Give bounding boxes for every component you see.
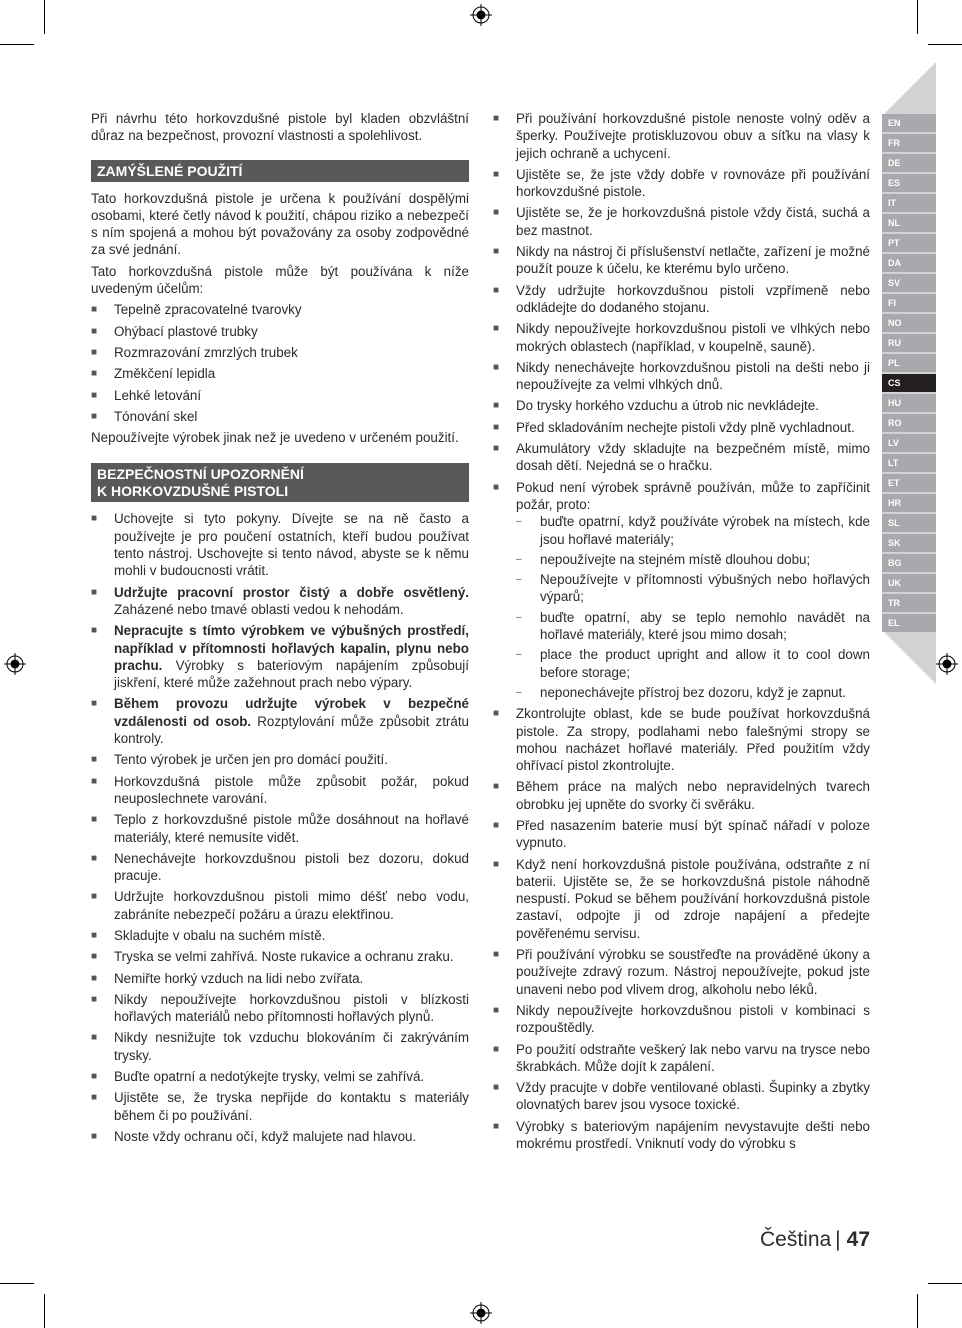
language-tab-el[interactable]: EL [882, 614, 936, 632]
crop-mark [917, 1294, 918, 1328]
right-column [493, 110, 870, 1156]
language-tab-sv[interactable]: SV [882, 274, 936, 292]
language-tab-pl[interactable]: PL [882, 354, 936, 372]
language-tab-bg[interactable]: BG [882, 554, 936, 572]
list-item: ■ Během provozu udržujte výrobek v bezpečné vzdálenosti od osob. Rozptylování může způsobit ztrátu kontroly. [91, 695, 469, 747]
language-tab-cs[interactable]: CS [882, 374, 936, 392]
language-tab-ru[interactable]: RU [882, 334, 936, 352]
crop-mark [928, 1283, 962, 1284]
registration-mark-icon [936, 653, 958, 675]
intended-use-paragraph: Tato horkovzdušná pistole může být používána k níže uvedeným účelům: [91, 263, 469, 297]
page-number: 47 [846, 1228, 870, 1251]
language-tab-lt[interactable]: LT [882, 454, 936, 472]
list-item: ■ Tento výrobek je určen jen pro domácí použití. [91, 751, 469, 768]
list-item: ■ Nikdy nenechávejte horkovzdušnou pistoli na dešti nebo ji nepoužívejte za velmi vlhkých dnů. [493, 359, 870, 394]
list-item: ■ Výrobky s bateriovým napájením nevystavujte dešti nebo mokrému prostředí. Vniknutí vody do výrobku s [493, 1118, 870, 1153]
uses-list [91, 301, 469, 425]
language-tab-hu[interactable]: HU [882, 394, 936, 412]
list-item: ■ Ujistěte se, že tryska nepřijde do kontaktu s materiály během či po používání. [91, 1089, 469, 1124]
list-item: ■ Akumulátory vždy skladujte na bezpečném místě, mimo dosah dětí. Nejedná se o hračku. [493, 440, 870, 475]
sub-list-item: – buďte opatrní, když používáte výrobek na místech, kde jsou hořlavé materiály; [516, 513, 870, 548]
list-item: ■ Vždy udržujte horkovzdušnou pistoli vzpřímeně nebo odkládejte do dodaného stojanu. [493, 282, 870, 317]
language-tab-fi[interactable]: FI [882, 294, 936, 312]
footer-separator: | [835, 1228, 841, 1251]
sub-list-item: – place the product upright and allow it to cool down before storage; [516, 646, 870, 681]
list-item: ■ Lehké letování [91, 387, 469, 404]
language-tab-hr[interactable]: HR [882, 494, 936, 512]
list-item: ■ Udržujte pracovní prostor čistý a dobře osvětlený. Zaházené nebo tmavé oblasti vedou k nehodám. [91, 584, 469, 619]
section-heading-intended-use: ZAMÝŠLENÉ POUŽITÍ [91, 160, 469, 182]
list-item: ■ Udržujte horkovzdušnou pistoli mimo déšť nebo vodu, zabráníte nebezpečí požáru a úrazu elektřinou. [91, 888, 469, 923]
registration-mark-icon [4, 653, 26, 675]
language-tab-da[interactable]: DA [882, 254, 936, 272]
crop-mark [917, 0, 918, 34]
list-item: ■ Nikdy nepoužívejte horkovzdušnou pistoli v kombinaci s rozpouštědly. [493, 1002, 870, 1037]
list-item: ■ Nepracujte s tímto výrobkem ve výbušných prostředí, například v přítomnosti hořlavých kapalin, plynu nebo prachu. Výrobky s bateriovým napájením způsobují jiskření, které může zažehnout prach nebo výpary. [91, 622, 469, 691]
list-item: ■ Tryska se velmi zahřívá. Noste rukavice a ochranu zraku. [91, 948, 469, 965]
list-item: ■ Teplo z horkovzdušné pistole může dosáhnout na hořlavé materiály, které nemusíte vidět. [91, 811, 469, 846]
list-item: ■ Nemiřte horký vzduch na lidi nebo zvířata. [91, 970, 469, 987]
list-item: ■ Nikdy nesnižujte tok vzduchu blokováním či zakrýváním trysky. [91, 1029, 469, 1064]
list-item: ■ Nikdy nepoužívejte horkovzdušnou pistoli ve vlhkých nebo mokrých oblastech (například, v koupelně, sauně). [493, 320, 870, 355]
list-item: ■ Ujistěte se, že je horkovzdušná pistole vždy čistá, suchá a bez mastnot. [493, 204, 870, 239]
list-item: ■ Změkčení lepidla [91, 365, 469, 382]
crop-mark [44, 1294, 45, 1328]
crop-mark [44, 0, 45, 34]
sub-list-item: – neponechávejte přístroj bez dozoru, když je zapnut. [516, 684, 870, 701]
list-item: ■ Po použití odstraňte veškerý lak nebo varvu na trysce nebo škrabkách. Může dojít k zapálení. [493, 1041, 870, 1076]
list-item: ■ Ohýbací plastové trubky [91, 323, 469, 340]
intro-paragraph: Při návrhu této horkovzdušné pistole byl kladen obzvláštní důraz na bezpečnost, provozní vlastnosti a spolehlivost. [91, 111, 469, 144]
left-column [91, 110, 469, 1149]
list-item: ■ Tónování skel [91, 408, 469, 425]
language-tab-ro[interactable]: RO [882, 414, 936, 432]
list-item: ■ Během práce na malých nebo nepravidelných tvarech obrobku jej upněte do svorky či svěráku. [493, 778, 870, 813]
language-tab-de[interactable]: DE [882, 154, 936, 172]
registration-mark-icon [470, 1302, 492, 1324]
list-item: ■ Při používání horkovzdušné pistole nenoste volný oděv a šperky. Používejte protiskluzovou obuv a síťku na vlasy k jejich ochraně a uchycení. [493, 110, 870, 162]
list-item: ■ Před nasazením baterie musí být spínač nářadí v poloze vypnuto. [493, 817, 870, 852]
footer-language: Čeština [759, 1228, 832, 1251]
safety-list [91, 510, 469, 1145]
sub-list-item: – nepoužívejte na stejném místě dlouhou dobu; [516, 551, 870, 568]
list-item: ■ Nenechávejte horkovzdušnou pistoli bez dozoru, dokud pracuje. [91, 850, 469, 885]
list-item: ■ Nikdy nepoužívejte horkovzdušnou pistoli v blízkosti hořlavých materiálů nebo přítomnosti hořlavých plynů. [91, 991, 469, 1026]
list-item: ■ Když není horkovzdušná pistole používána, odstraňte z ní baterii. Ujistěte se, že se horkovzdušná pistole náhodně nespustí. Pokud se během používání horkovzdušná pistole zastaví, odpojte ji od zdroje napájení a předejte pověřenému servisu. [493, 856, 870, 942]
language-tabs [882, 114, 936, 634]
list-item: ■ Skladujte v obalu na suchém místě. [91, 927, 469, 944]
crop-mark [928, 44, 962, 45]
language-tab-sl[interactable]: SL [882, 514, 936, 532]
list-item: ■ Nikdy na nástroj či příslušenství netlačte, zařízení je možné použít pouze k účelu, ke kterému bylo určeno. [493, 243, 870, 278]
language-tab-lv[interactable]: LV [882, 434, 936, 452]
list-item: ■ Buďte opatrní a nedotýkejte trysky, velmi se zahřívá. [91, 1068, 469, 1085]
language-tab-en[interactable]: EN [882, 114, 936, 132]
page-footer [760, 1228, 870, 1252]
language-tab-fr[interactable]: FR [882, 134, 936, 152]
fire-warning-text: Pokud není výrobek správně používán, může to zapříčinit požár, proto: [516, 479, 870, 512]
list-item: ■ Při používání výrobku se soustřeďte na prováděné úkony a používejte zdravý rozum. Nástroj nepoužívejte, pokud jste unaveni nebo pod vlivem drog, alkoholu nebo léků. [493, 946, 870, 998]
intended-use-paragraph: Tato horkovzdušná pistole je určena k používání dospělými osobami, které četly návod k použití, chápou riziko a nebezpečí s ním spojená a mohou být považovány za osoby zodpovědné za své jednání. [91, 190, 469, 258]
section-heading-safety: BEZPEČNOSTNÍ UPOZORNĚNÍ K HORKOVZDUŠNÉ PISTOLI [91, 463, 469, 502]
language-tab-uk[interactable]: UK [882, 574, 936, 592]
list-item: ■ Noste vždy ochranu očí, když malujete nad hlavou. [91, 1128, 469, 1145]
language-tab-no[interactable]: NO [882, 314, 936, 332]
language-tab-it[interactable]: IT [882, 194, 936, 212]
crop-mark [0, 1283, 34, 1284]
list-item: ■ Uchovejte si tyto pokyny. Dívejte se na ně často a používejte je pro poučení ostatních, kteří budou používat tento nástroj. Uschovejte si tento návod, abyste se k němu mohli v budoucnosti vrátit. [91, 510, 469, 579]
sub-list-item: – Nepoužívejte v přítomnosti výbušných nebo hořlavých výparů; [516, 571, 870, 606]
language-tab-et[interactable]: ET [882, 474, 936, 492]
safety-list-continued [493, 110, 870, 1152]
fire-sublist [516, 513, 870, 701]
language-tab-tr[interactable]: TR [882, 594, 936, 612]
sub-list-item: – buďte opatrní, aby se teplo nemohlo navádět na hořlavé materiály, které jsou mimo dosah; [516, 609, 870, 644]
language-tab-nl[interactable]: NL [882, 214, 936, 232]
list-item: ■ Zkontrolujte oblast, kde se bude používat horkovzdušná pistole. Za stropy, podlahami nebo falešnými stropy se mohou nacházet hořlavé materiály. Před použitím vždy ohřívací pistol zkontrolujte. [493, 705, 870, 774]
intended-use-paragraph: Nepoužívejte výrobek jinak než je uvedeno v určeném použití. [91, 430, 459, 446]
list-item: ■ Tepelně zpracovatelné tvarovky [91, 301, 469, 318]
list-item: ■ Do trysky horkého vzduchu a útrob nic nevkládejte. [493, 397, 870, 414]
language-tab-sk[interactable]: SK [882, 534, 936, 552]
language-tab-pt[interactable]: PT [882, 234, 936, 252]
list-item [493, 479, 870, 702]
crop-mark [0, 44, 34, 45]
list-item: ■ Vždy pracujte v dobře ventilované oblasti. Šupinky a zbytky olovnatých barev jsou vysoce toxické. [493, 1079, 870, 1114]
list-item: ■ Ujistěte se, že jste vždy dobře v rovnováze při používání horkovzdušné pistole. [493, 166, 870, 201]
list-item: ■ Před skladováním nechejte pistoli vždy plně vychladnout. [493, 419, 870, 436]
list-item: ■ Rozmrazování zmrzlých trubek [91, 344, 469, 361]
list-item: ■ Horkovzdušná pistole může způsobit požár, pokud neuposlechnete varování. [91, 773, 469, 808]
language-tab-es[interactable]: ES [882, 174, 936, 192]
registration-mark-icon [470, 4, 492, 26]
